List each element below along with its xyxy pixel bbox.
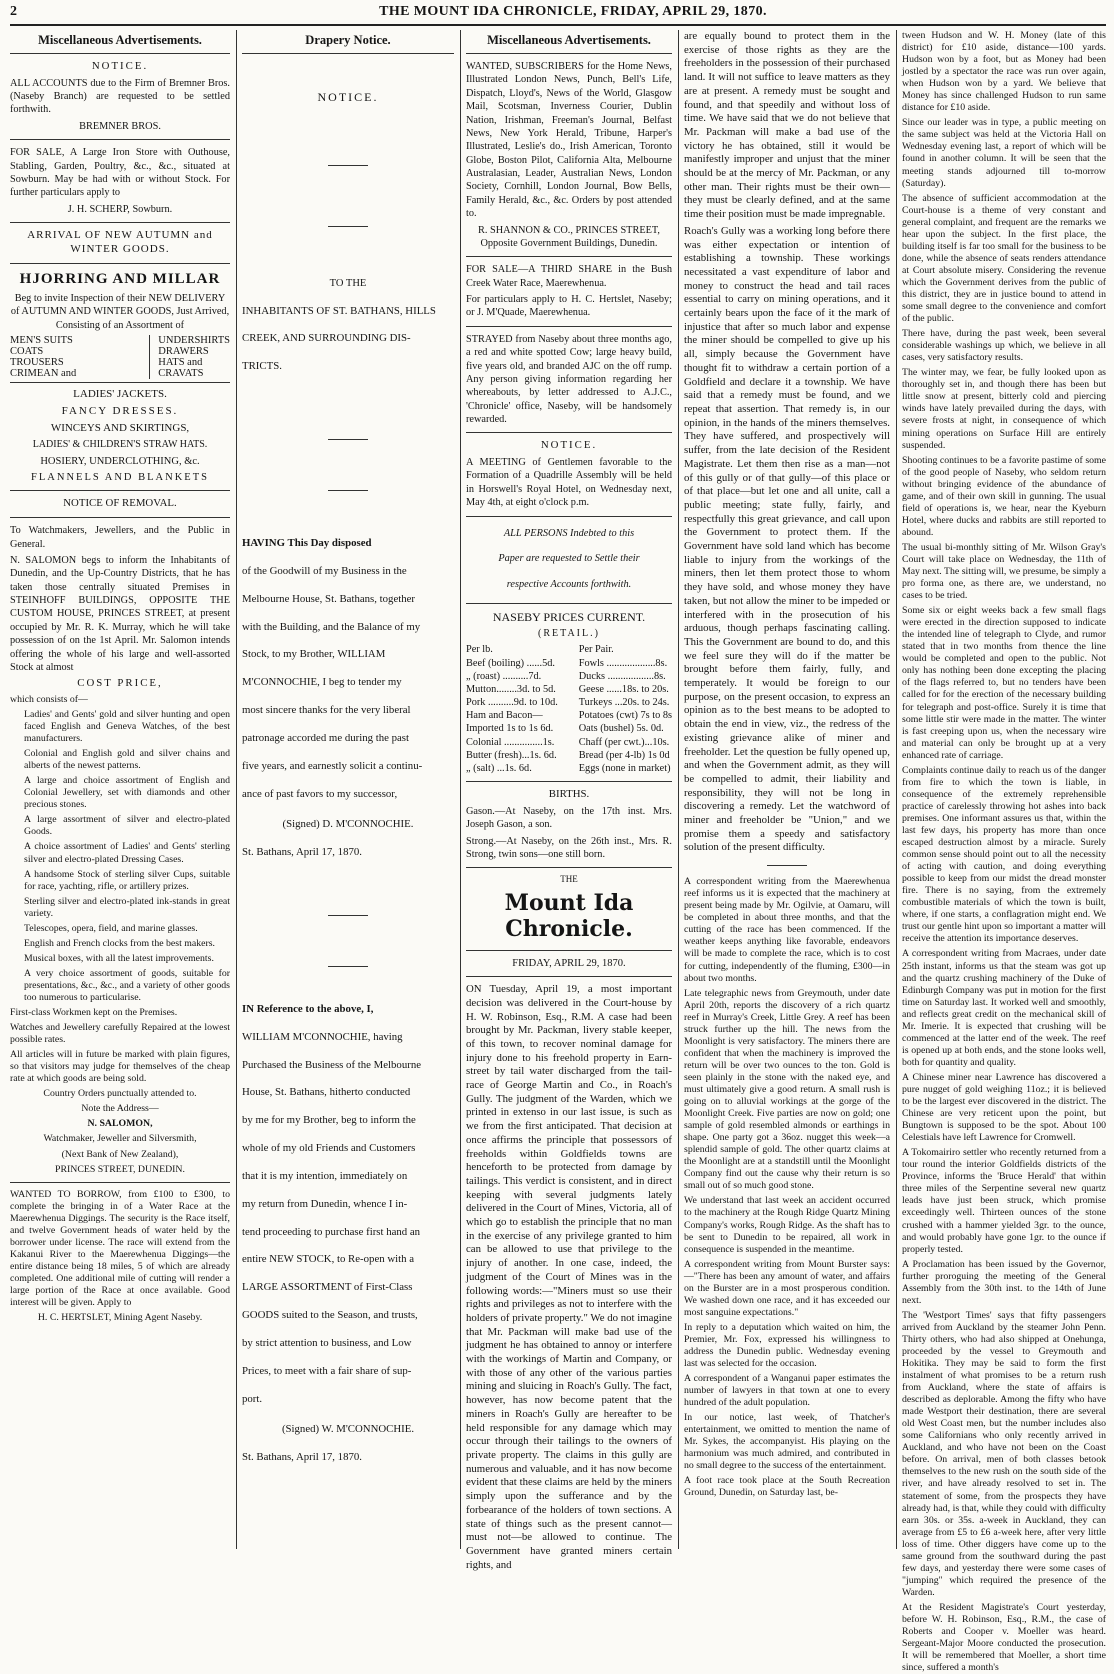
price-row: Per lb. <box>466 644 493 656</box>
column-drapery <box>242 30 454 1549</box>
births-title: BIRTHS. <box>548 788 590 801</box>
prices-title: NASEBY PRICES CURRENT. <box>492 609 646 624</box>
indebted-3: respective Accounts forthwith. <box>506 578 632 590</box>
subscribers-ad: WANTED, SUBSCRIBERS for the Home News, Illustrated London News, Punch, Bell's Life, Dispatch, Lloyd's, News of the World, Glasgow Mail, Scotsman, Inverness Courier, Dublin Nation, Irishman, Freeman's Journal, Belfast News, New York Herald, Tribune, Harper's Illustrated, Leslie's do., Irish American, Toronto Globe, Boston Pilot, California Alta, Melbourne Australasian, Leader, Australian News, London Society, Cornhill, London Journal, Bow Bells, Family Herald, &c., &c. Orders by post attended to. <box>466 61 672 220</box>
birth-notice: Gason.—At Naseby, on the 17th inst. Mrs. Joseph Gason, a son. <box>466 805 672 831</box>
local-item: A correspondent writing from Macraes, under date 25th instant, informs us that the steam was got up and the quartz crushing machinery of the Duke of Edinburgh Company was put in motion for the first time on Saturday last. It worked well and smoothly, and reflects great credit on the mechanical skill of Mr. Imerie. It is expected that crushing will be commenced at the latter end of the week. The reef is opened up at both ends, and the stone looks well, both for quantity and quality. <box>902 948 1106 1068</box>
watches-note: Watches and Jewellery carefully Repaired at the lowest possible rates. <box>10 1022 230 1046</box>
goods-left-2: COATS <box>10 346 44 358</box>
price-row: Mutton........3d. to 5d. <box>466 683 556 695</box>
shannon-sign: R. SHANNON & CO., PRINCES STREET, Opposite Government Buildings, Dunedin. <box>477 224 661 249</box>
paper-title: Mount Ida Chronicle. <box>504 889 634 942</box>
inhabitants-line: INHABITANTS OF ST. BATHANS, HILLS <box>242 304 436 317</box>
goods-right-3: HATS and <box>158 357 203 369</box>
ladies-line-3: WINCEYS AND SKIRTINGS, <box>50 422 190 435</box>
sale-sign: J. H. SCHERP, Sowburn. <box>67 203 173 215</box>
signed-1: (Signed) D. M'CONNOCHIE. <box>282 818 414 831</box>
reference-line: House, St. Bathans, hitherto conducted <box>242 1086 411 1099</box>
editorial-para: Roach's Gully was a working long before there was either expectation or intention of establishing a township. These workings necessitated a vast expenditure of labor and money to construct the head and tail races essential to carry on mining operations, and it certainly bears upon the face of it the mark of injustice that after so much labor and expense the miner should be compelled to give up his all, simply because the Government have thought fit to withdraw a certain portion of a Goldfield and declare it a township. We have said that a remedy must be found, and we repeat that assertion. That remedy is, in our opinion, in the hands of the miners themselves. They have suffered, and prospectively will suffer, from the late decision of the Resident Magistrate. Let them then rise as a man—not of this gully or of that gully—of this place or of that place—but let one and all unite, call a public meeting; state fully, fairly, and respectfully this great grievance, and call upon the Government to protect them. If the Government have sold land which has become liable to injury from the workings of the miners, then let them protect those to whom they have sold, and whose money they have taken, but not allow the miner to be impeded or interfered with in the prosecution of his arduous, though perhaps fascinating calling. This the Government are bound to do, and this we feel sure they will do if the matter be brought before them fairly, fully, and temperately. It would be foreign to our purpose, on the present occasion, to express an opinion as to the best means to be adopted to obtain the end in view, viz., the redress of the existing grievance alike of miner and freeholder. Let the question be fully opened up, and when the Government admit, as they will be compelled to admit, their liability and responsibility, they will not be long in discovering a remedy. Let the watchword of miner and freeholder be "Union," and we promise them a speedy and satisfactory solution of the present difficulty. <box>684 224 890 854</box>
address-line-2: Watchmaker, Jeweller and Silversmith, <box>43 1133 197 1145</box>
indebted-2: Paper are requested to Settle their <box>498 553 640 565</box>
local-item: Complaints continue daily to reach us of the danger from fire to which the town is liable, in consequence of the extremely reprehensible practice of carelessly throwing hot ashes into back premises. One informant assures us that, within the last few days, his property has more than once escaped destruction almost by a miracle. Surely common sense should point out to all the necessity of acting with caution, and doing everything possible to keep from our midst the dread monster fire. There is no saying, from the extremely combustible materials of which the town is built, where, if one starts, a conflagration might end. We trust our gentle hint upon so important a matter will receive the attention its importance deserves. <box>902 764 1106 945</box>
reference-line: tend proceeding to purchase first hand an <box>242 1225 421 1238</box>
local-item: The winter may, we fear, be fully looked upon as thoroughly set in, and though there has been but little snow at present, bitterly cold and piercing winds have lately prevailed during the days, with severe frosts at night, in consequence of which mining operations on Surface Hill are entirely suspended. <box>902 367 1106 451</box>
having-line: ance of past favors to my successor, <box>242 787 398 800</box>
sale-notice: FOR SALE, A Large Iron Store with Outhouse, Stabling, Garden, Poultry, &c., &c., situated at Sowburn. May be had with or without Stock. For further particulars apply to <box>10 147 230 199</box>
column-header: Miscellaneous Advertisements. <box>466 30 672 54</box>
ladies-line-5: HOSIERY, UNDERCLOTHING, &c. <box>40 455 200 467</box>
price-row: Chaff (per cwt.)...10s. <box>578 736 670 748</box>
reference-line: by me for my Brother, beg to inform the <box>242 1114 416 1127</box>
local-item: The 'Westport Times' says that fifty passengers arrived from Auckland by the steamer John Penn. Thirty others, who had also shipped at Onehunga, proceeded by the vessel to Greymouth and Hokitika. They may be said to form the first instalment of what promises to be a return rush from Auckland, where the state of affairs is described as deplorable. Among the fifty who have made Westport their destination, there are several old West Coast men, but the number includes also some Californians who only recently arrived in Auckland, and who have not been on the Coast before. On arrival, men of both classes betook themselves to the new rush on the south side of the river, and have already resolved to set in. The statement of some, from the prospects they have already had, is that, while they could with difficulty earn 30s. or 35s. a-week in Auckland, they can average from £5 to £6 a-week here, after very little loss of time. Other diggers have come up to the same ground from the southward during the past few days, and yesterday there were some cases of "jumping" which required the presence of the Warden. <box>902 1309 1106 1598</box>
reference-line: GOODS suited to the Season, and trusts, <box>242 1309 418 1322</box>
price-row: Potatoes (cwt) 7s to 8s <box>578 710 672 722</box>
bremner-sign: BREMNER BROS. <box>79 120 161 132</box>
workmen-note: First-class Workmen kept on the Premises. <box>10 1007 178 1019</box>
to-the: TO THE <box>329 278 367 290</box>
column-header: Drapery Notice. <box>242 30 454 54</box>
local-item: Shooting continues to be a favorite pastime of some of the good people of Naseby, who seldom return without bringing evidence of the abundance of game, and of their own skill in gunning. The usual field of operations is, we hear, near the Kyeburn Hotel, where ducks and rabbits are still reported to abound. <box>902 454 1106 538</box>
reference-line: Prices, to meet with a fair share of sup- <box>242 1364 412 1377</box>
hjorring-body: Beg to invite Inspection of their NEW DELIVERY of AUTUMN AND WINTER GOODS, Just Arrived, Consisting of an Assortment of <box>10 293 230 331</box>
stock-item: Sterling silver and electro-plated ink-stands in great variety. <box>24 895 230 919</box>
date-1: St. Bathans, April 17, 1870. <box>242 846 362 859</box>
news-item: A correspondent writing from the Maerewhenua reef informs us it is expected that the machinery at present being made by Mr. Ogilvie, at Oamaru, will be completed in about three months, and that the cutting of the race has been commenced. If the weather keeps anything like favorable, endeavors will be made to complete the race, which is to cost for cutting, independently of the fluming, £300—in about two months. <box>684 876 890 984</box>
price-row: Beef (boiling) ......5d. <box>466 657 555 669</box>
editorial-para: are equally bound to protect them in the exercise of those rights as they are the freeholders in the possession of their purchased land. It will not suffice to leave matters as they are at present. A remedy must be sought and found, and that speedily and without loss of time. We have said that we do not believe that Mr. Packman will make a bad use of the victory he has obtained, still it would be manifestly improper and unjust that the miner should be at the mercy of Mr. Packman, or any other man. Their rights must be their own—they must be clearly defined, and at the same time their position must be made impregnable. <box>684 30 890 221</box>
price-row: „ (salt) ...1s. 6d. <box>466 762 532 774</box>
goods-left-1: MEN'S SUITS <box>10 335 73 347</box>
ladies-line-4: LADIES' & CHILDREN'S STRAW HATS. <box>32 439 208 451</box>
masthead-title: THE MOUNT IDA CHRONICLE, FRIDAY, APRIL 29, 1870. <box>379 4 767 19</box>
prices-subtitle: (RETAIL.) <box>538 627 600 639</box>
stock-item: Musical boxes, with all the latest improvements. <box>24 952 214 964</box>
share-ad: FOR SALE—A THIRD SHARE in the Bush Creek Water Race, Maerewhenua. <box>466 264 672 289</box>
reference-line: whole of my old Friends and Customers <box>242 1142 416 1155</box>
borrow-notice: WANTED TO BORROW, from £100 to £300, to complete the bringing in of a Water Race at the Maerewhenua Diggings. The security is the Race itself, and twelve Government heads of water held by the borrower under license. The race will extend from the Kakanui River to the Maerewhenua Diggings—the entire distance being 18 miles, 5 of which are already completed. One additional mile of cutting will render a large portion of the Race at once available. Good interest will be given. Apply to <box>10 1188 230 1309</box>
local-item: A Tokomairiro settler who recently returned from a tour round the interior Goldfields districts of the Province, informs the 'Bruce Herald' that within three miles of the Serpentine several new quartz leads have just been struck, which promise exceedingly well. Thirteen ounces of the stone crushed with a hammer yielded 3gr. to the ounce, and would probably have gone 1gr. to the ounce if properly tested. <box>902 1147 1106 1255</box>
having-line: five years, and earnestly solicit a continu- <box>242 759 423 772</box>
price-row: Pork ..........9d. to 10d. <box>466 697 558 709</box>
price-row: Geese ......18s. to 20s. <box>578 683 669 695</box>
goods-right-1: UNDERSHIRTS <box>158 335 230 347</box>
ladies-line-1: LADIES' JACKETS. <box>73 388 167 401</box>
news-item: A foot race took place at the South Recreation Ground, Dunedin, on Saturday last, be- <box>684 1475 890 1499</box>
local-item: A Chinese miner near Lawrence has discovered a pure nugget of gold weighing 11oz.; it is believed to be the largest ever discovered in the district. The Chinese are very reticent upon the point, but Bungtown is supposed to be the spot. About 100 Celestials have left Lawrence for Cromwell. <box>902 1071 1106 1144</box>
notice-title-2: NOTICE. <box>540 439 598 452</box>
meeting-ad: A MEETING of Gentlemen favorable to the Formation of a Quadrille Assembly will be held in Horswell's Royal Hotel, on Wednesday next, May 4th, at eight o'clock p.m. <box>466 457 672 509</box>
price-row: Colonial ...............1s. <box>466 736 555 748</box>
prices-table <box>466 643 672 775</box>
removal-to: To Watchmakers, Jewellers, and the Public in General. <box>10 525 230 550</box>
news-item: A correspondent writing from Mount Burster says:—"There has been any amount of water, and affairs on the Burster are in a most prosperous condition. We washed down one race, and it has exceeded our most sanguine expectations." <box>684 1258 890 1318</box>
column-editorial <box>684 30 890 1549</box>
news-item: A correspondent of a Wanganui paper estimates the number of lawyers in that town at one to every hundred of the adult population. <box>684 1373 890 1409</box>
ladies-line-2: FANCY DRESSES. <box>61 405 179 418</box>
having-line: most sincere thanks for the very liberal <box>242 704 411 717</box>
reference-line: my return from Dunedin, whence I in- <box>242 1197 408 1210</box>
address-line-1: N. SALOMON, <box>87 1118 153 1130</box>
price-row: Ducks ..................8s. <box>578 670 666 682</box>
having-line: Stock, to my Brother, WILLIAM <box>242 648 386 661</box>
having-line: Melbourne House, St. Bathans, together <box>242 592 416 605</box>
stock-item: A handsome Stock of sterling silver Cups, suitable for race, yachting, rifle, or artillery prizes. <box>24 868 230 892</box>
stock-item: Colonial and English gold and silver chains and alberts of the newest patterns. <box>24 748 230 772</box>
reference-line: Purchased the Business of the Melbourne <box>242 1058 422 1071</box>
price-row: Imported 1s to 1s 6d. <box>466 723 554 735</box>
reference-line: LARGE ASSORTMENT of First-Class <box>242 1281 413 1294</box>
news-item: In our notice, last week, of Thatcher's entertainment, we omitted to mention the name of Mr. Sykes, the accompanyist. His playing on the harmonium was much admired, and contributed in no small degree to the success of the entertainment. <box>684 1412 890 1472</box>
stock-item: A choice assortment of Ladies' and Gents' sterling silver and electro-plated Dressing Cases. <box>24 841 230 865</box>
news-item: Late telegraphic news from Greymouth, under date April 20th, reports the discovery of a rich quartz reef in Murray's Creek, Little Grey. A reef has been struck further up the hill. The news from the Moonlight is very satisfactory. The miners there are confident that when the machinery is improved the return will be over two ounces to the ton. Gold is seen plainly in the stone with the naked eye, and must ultimately give a good return. A small rush is going on to alluvial workings at the gorge of the Moonlight Creek. Five parties are now on gold; one sample of gold resembled almonds or earthings in shape. One party got a 36oz. nugget this week—a splendid sample of gold. The other quartz claims at the Moonlight are at a standstill until the Moonlight Company find out the cause why their return is so small out of so much good stone. <box>684 987 890 1192</box>
local-item: The absence of sufficient accommodation at the Court-house is a theme of very constant and general complaint, and frequent are the remarks we hear upon the subject. In the first place, the building itself is far too small for the business to be done, while the absence of seats renders attendance at Court absolute misery. Considering the revenue which the Government derives from the public of this district, they are in justice bound to attend in some small degree to the convenience and comfort of the public. <box>902 192 1106 325</box>
drapery-notice-title: NOTICE. <box>317 90 379 104</box>
paper-the: THE <box>560 874 578 885</box>
price-row: Ham and Bacon— <box>466 710 543 722</box>
price-row: Eggs (none in market) <box>578 762 671 774</box>
paper-date: FRIDAY, APRIL 29, 1870. <box>512 957 626 969</box>
price-row: Turkeys ...20s. to 24s. <box>578 697 670 709</box>
having-line: of the Goodwill of my Business in the <box>242 564 407 577</box>
local-item: The usual bi-monthly sitting of Mr. Wilson Gray's Court will take place on Wednesday, the 11th of May next. The sitting will, we presume, be simply a pro forma one, as there are, we understand, no cases to be tried. <box>902 541 1106 602</box>
notice-title: NOTICE. <box>91 60 149 72</box>
reference-line: entire NEW STOCK, to Re-open with a <box>242 1253 415 1266</box>
country-note: Country Orders punctually attended to. <box>43 1088 197 1100</box>
hjorring-heading: HJORRING AND MILLAR <box>19 271 221 288</box>
goods-list <box>10 335 230 383</box>
strayed-ad: STRAYED from Naseby about three months ago, a red and white spotted Cow; large heavy build, five years old, and branded AJC on the off rump. Any person giving information regarding her whereabouts, by letter addressed to A.J.C., 'Chronicle' office, Naseby, will be handsomely rewarded. <box>466 333 672 425</box>
stock-item: Telescopes, opera, field, and marine glasses. <box>24 922 198 934</box>
stock-intro: which consists of— <box>10 693 88 705</box>
column-local <box>902 30 1106 1674</box>
local-item: tween Hudson and W. H. Money (late of this district) for £10 aside, distance—100 yards. Hudson won by a foot, but as Money had been jostled by a spectator the race was run over again, when Hudson won by a yard. We believe that Money has since challenged Hudson to run same distance for £10 aside. <box>902 30 1106 114</box>
having-line: patronage accorded me during the past <box>242 731 409 744</box>
articles-note: All articles will in future be marked with plain figures, so that visitors may judge for themselves of the cheap rate at which goods are being sold. <box>10 1049 230 1085</box>
stock-item: A very choice assortment of goods, suitable for presentations, &c., &c., and a variety of other goods too numerous to particularise. <box>24 967 230 1003</box>
price-row: „ (roast) ..........7d. <box>466 670 542 682</box>
date-2: St. Bathans, April 17, 1870. <box>242 1451 362 1464</box>
cost-price: COST PRICE, <box>77 677 163 690</box>
stock-item: A large and choice assortment of English and Colonial Jewellery, set with diamonds and other precious stones. <box>24 775 230 811</box>
masthead <box>10 0 1106 26</box>
signed-2: (Signed) W. M'CONNOCHIE. <box>281 1423 415 1436</box>
reference-line: port. <box>242 1392 263 1405</box>
price-row: Butter (fresh)...1s. 6d. <box>466 749 557 761</box>
leader-article: ON Tuesday, April 19, a most important decision was delivered in the Court-house by H. W. Robinson, Esq., R.M. A case had been brought by Mr. Packman, livery stable keeper, of this town, to recover nominal damage for injury done to his freehold property in Earn-street by tail water discharged from the tail-race of George Martin and Co., in Roach's Gully. The judgment of the Warden, which we printed in extenso in our last issue, is such as we from the first anticipated. That decision at once affirms the principle that possessors of freeholds within Goldfields towns are henceforth to be protected from damage by tailings. This verdict is consistent, and in direct keeping with several judgments lately delivered in the Court of Mines, Victoria, all of which go to establish the principle that no man in the exercise of any privilege granted to him can be allowed to use that privilege to the injury of another. In one case, indeed, the judgment of the Court of Mines was in the following words:—"Miners must so use their rights and privileges as not to interfere with the holders of private property." We do not imagine that Mr. Packman will make bad use of the judgment he has obtained to annoy or interfere with the workings of Martin and Company, or with those of any other of the various parties mining and sluicing in Roach's Gully. The fact, however, has now become patent that the miners in Roach's Gully are hereafter to be held responsible for any damage which may occur through their tailings to the owners of private property. The claims in this gully are numerous and valuable, and it has now become evident that these claims are held by the miners simply upon the sufferance and by the forbearance of the holders of town sections. A state of things such as the present cannot—must not—be allowed to continue. The Government have granted miners certain rights, and <box>466 983 672 1571</box>
local-item: Since our leader was in type, a public meeting on the same subject was held at the Victoria Hall on Wednesday evening last, a report of which will be found in another column. It will be seen that the meeting stands adjourned till to-morrow (Saturday). <box>902 117 1106 189</box>
column-misc-left <box>10 30 230 1549</box>
birth-notice: Strong.—At Naseby, on the 26th inst., Mrs. R. Strong, twin sons—one still born. <box>466 835 672 860</box>
inhabitants-line: CREEK, AND SURROUNDING DIS- <box>242 332 411 345</box>
salomon-body: N. SALOMON begs to inform the Inhabitants of Dunedin, and the Up-Country Districts, that he has taken those centrally situated Premises in STEINHOFF BUILDINGS, OPPOSITE THE CUSTOM HOUSE, PRINCES STREET, at present occupied by Mr. R. K. Murray, which he will take possession of on the 1st April. Mr. Salomon intends offering the whole of his large and well-assorted Stock at almost <box>10 554 230 673</box>
news-item: In reply to a deputation which waited on him, the Premier, Mr. Fox, expressed his willingness to address the Dunedin public. Wednesday evening last was selected for the occasion. <box>684 1321 890 1370</box>
inhabitants-line: TRICTS. <box>242 360 282 373</box>
stock-item: English and French clocks from the best makers. <box>24 937 215 949</box>
share-apply: For particulars apply to H. C. Hertslet, Naseby; or J. M'Quade, Maerewhenua. <box>466 294 672 319</box>
goods-right-4: CRAVATS <box>158 368 204 380</box>
local-item: A Proclamation has been issued by the Governor, further proroguing the meeting of the General Assembly from the 30th inst. to the 14th of June next. <box>902 1258 1106 1306</box>
news-item: We understand that last week an accident occurred to the machinery at the Rough Ridge Quartz Mining Company's works, Rough Ridge. As the shaft has to be sent to Dunedin to be repaired, all work in consequence is suspended in the meantime. <box>684 1195 890 1255</box>
removal-title: NOTICE OF REMOVAL. <box>63 497 177 510</box>
price-row: Bread (per 4-lb) 1s 0d <box>578 749 670 761</box>
price-row: Fowls ...................8s. <box>578 657 668 669</box>
price-row: Oats (bushel) 5s. 0d. <box>578 723 664 735</box>
reference-line: IN Reference to the above, I, <box>242 1002 374 1015</box>
stock-item: Ladies' and Gents' gold and silver hunting and open faced English and Geneva Watches, of the best manufacturers. <box>24 709 230 745</box>
goods-left-3: TROUSERS <box>10 357 64 369</box>
local-item: There have, during the past week, been several considerable washings up which, we believe in all cases, very satisfactory results. <box>902 328 1106 364</box>
goods-right-2: DRAWERS <box>158 346 209 358</box>
page-number: 2 <box>10 4 17 19</box>
reference-line: that it is my intention, immediately on <box>242 1169 408 1182</box>
indebted-1: ALL PERSONS Indebted to this <box>503 527 635 539</box>
local-item: At the Resident Magistrate's Court yesterday, before W. H. Robinson, Esq., R.M., the case of Roberts and Cooper v. Moeller was heard. Sergeant-Major Moore conducted the prosecution. It will be remembered that Moeller, a short time since, suffered a month's <box>902 1601 1106 1674</box>
stock-item: A large assortment of silver and electro-plated Goods. <box>24 814 230 838</box>
column-misc-right <box>466 30 672 1571</box>
local-item: Some six or eight weeks back a few small flags were erected in the direction supposed to indicate the intended line of telegraph to Clyde, and rumor stated that in two months from thence the line would be completed and open to the public. Not only has nothing been done excepting the placing of the flags referred to, but no tenders have been called for for the erection of the necessary building for telegraph and post-office. Surely it is time that some little stir were made in the matter. The winter is fast creeping upon us, when the necessary wire and material can only be brought up at a very enhanced rate of carriage. <box>902 605 1106 761</box>
goods-left-4: CRIMEAN and <box>10 368 77 380</box>
bremner-notice: ALL ACCOUNTS due to the Firm of Bremner Bros. (Naseby Branch) are requested to be settled forthwith. <box>10 77 230 116</box>
address-line-4: PRINCES STREET, DUNEDIN. <box>55 1163 185 1175</box>
having-line: M'CONNOCHIE, I beg to tender my <box>242 676 402 689</box>
having-line: with the Building, and the Balance of my <box>242 620 421 633</box>
reference-line: WILLIAM M'CONNOCHIE, having <box>242 1030 403 1043</box>
ladies-line-6: FLANNELS AND BLANKETS <box>31 472 209 484</box>
arrival-heading: ARRIVAL OF NEW AUTUMN and WINTER GOODS. <box>27 229 213 256</box>
column-header: Miscellaneous Advertisements. <box>10 30 230 54</box>
price-row: Per Pair. <box>578 644 614 656</box>
address-line-3: (Next Bank of New Zealand), <box>61 1148 179 1160</box>
borrow-sign: H. C. HERTSLET, Mining Agent Naseby. <box>37 1312 203 1324</box>
newspaper-page <box>10 0 1106 1674</box>
address-note: Note the Address— <box>81 1103 159 1115</box>
having-line: HAVING This Day disposed <box>242 537 372 550</box>
reference-line: by strict attention to business, and Low <box>242 1336 412 1349</box>
